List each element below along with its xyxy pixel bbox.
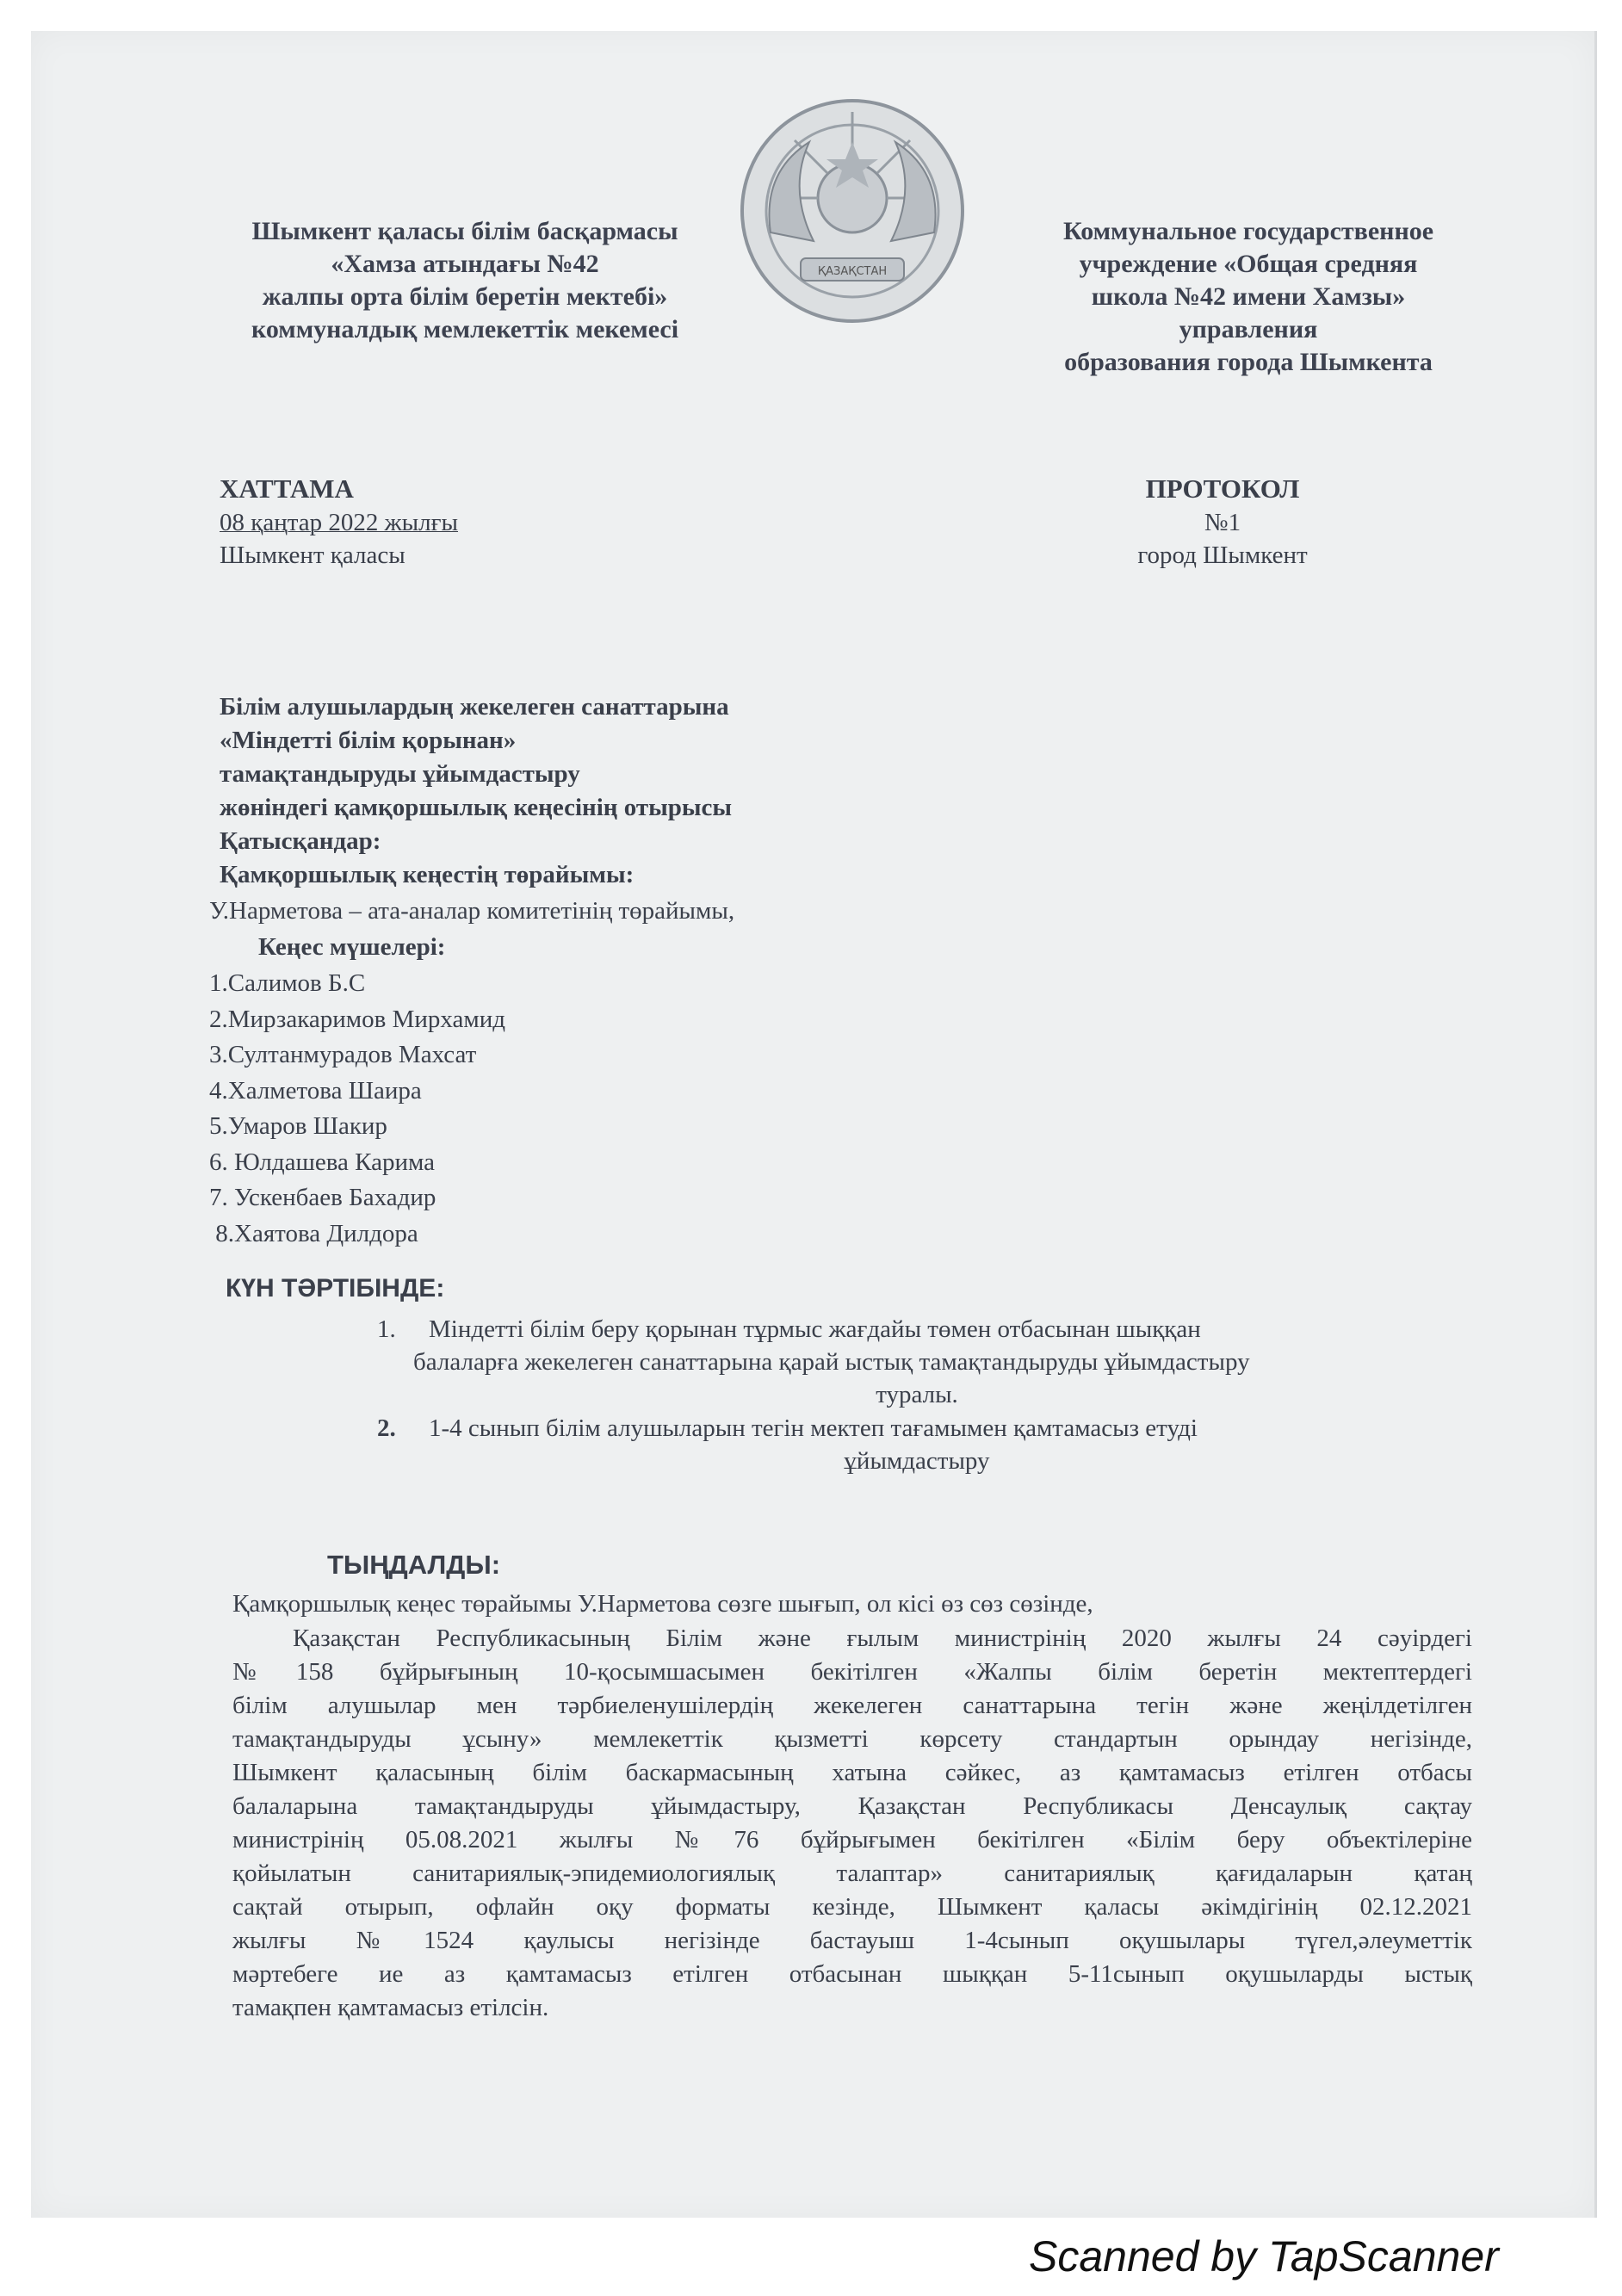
- agenda-item-2: [370, 1412, 1464, 1477]
- chair-heading: Қамқоршылық кеңестің төрайымы:: [220, 861, 635, 888]
- doc-date: 08 қаңтар 2022 жылғы: [220, 509, 459, 536]
- heard-line: Шымкент қаласының білім баскармасының хатына сәйкес, аз қамтамасыз етілген отбасы: [232, 1759, 1472, 1786]
- subject-line: тамақтандыруды ұйымдастыру: [220, 760, 580, 788]
- heard-line: Қазақстан Республикасының Білім және ғылым министрінің 2020 жылғы 24 сәуірдегі: [293, 1625, 1472, 1652]
- attendees-heading: Қатысқандар:: [220, 827, 381, 855]
- subject-line: Білім алушылардың жекелеген санаттарына: [220, 693, 729, 721]
- emblem-text: ҚАЗАҚСТАН: [817, 265, 888, 278]
- header-right-line: образования города Шымкента: [1064, 348, 1433, 376]
- member-item: 7. Ускенбаев Бахадир: [209, 1184, 436, 1211]
- header-left-line: Шымкент қаласы білім басқармасы: [251, 217, 678, 245]
- member-item: 3.Султанмурадов Махсат: [209, 1041, 477, 1068]
- subject-block: [220, 690, 1425, 892]
- heard-line: тамақпен қамтамасыз етілсін.: [232, 1994, 549, 2021]
- agenda-item-number: 1.: [377, 1315, 396, 1343]
- member-item: 2.Мирзакаримов Мирхамид: [209, 1005, 505, 1033]
- header-right-line: школа №42 имени Хамзы»: [1091, 282, 1406, 311]
- heard-heading: ТЫҢДАЛДЫ:: [327, 1550, 501, 1580]
- heard-line: білім алушылар мен тәрбиеленушілердің жекелеген санаттарына тегін және жеңілдетілген: [232, 1692, 1472, 1719]
- doc-meta-right: [1068, 472, 1377, 572]
- header-right-line: управления: [1179, 315, 1318, 343]
- doc-title-kz: ХАТТАМА: [220, 473, 354, 504]
- doc-meta-left: [220, 472, 518, 572]
- members-heading: Кеңес мүшелері:: [258, 933, 446, 961]
- agenda-item-text: 1-4 сынып білім алушыларын тегін мектеп тағамымен қамтамасыз етуді: [429, 1414, 1198, 1442]
- header-right-institution-ru: [990, 215, 1507, 379]
- scanner-watermark: Scanned by TapScanner: [1029, 2232, 1499, 2281]
- heard-line: қойылатын санитариялық-эпидемиологиялық талаптар» санитариялық қағидаларын қатаң: [232, 1860, 1472, 1887]
- member-item: 1.Салимов Б.С: [209, 969, 366, 997]
- heard-line: балаларына тамақтандыруды ұйымдастыру, Қазақстан Республикасы Денсаулық сақтау: [232, 1792, 1472, 1820]
- agenda-item-text: туралы.: [876, 1381, 958, 1408]
- heard-line: мәртебеге ие аз қамтамасыз етілген отбасынан шыққан 5-11сынып оқушыларды ыстық: [232, 1960, 1472, 1988]
- header-left-institution-kz: [172, 215, 758, 346]
- agenda-item-text: Міндетті білім беру қорынан тұрмыс жағдайы төмен отбасынан шыққан: [429, 1315, 1201, 1343]
- chair-name: У.Нарметова – ата-аналар комитетінің төрайымы,: [209, 897, 735, 925]
- agenda-item-number: 2.: [377, 1414, 396, 1442]
- subject-line: «Міндетті білім қорынан»: [220, 727, 517, 754]
- kazakhstan-state-emblem-icon: [736, 95, 969, 327]
- header-left-line: «Хамза атындағы №42: [331, 250, 599, 278]
- agenda-item-text: ұйымдастыру: [844, 1447, 990, 1475]
- member-item: 8.Хаятова Дилдора: [209, 1219, 418, 1247]
- heard-paragraph: [232, 1622, 1472, 2025]
- heard-line: сақтай отырып, офлайн оқу форматы кезінде, Шымкент қаласы әкімдігінің 02.12.2021: [232, 1893, 1472, 1921]
- agenda-heading: КҮН ТӘРТІБІНДЕ:: [226, 1274, 445, 1303]
- doc-city-kz: Шымкент қаласы: [220, 542, 406, 569]
- heard-line: министрінің 05.08.2021 жылғы №76 бұйрығымен бекітілген «Білім беру объектілеріне: [232, 1826, 1472, 1854]
- member-item: 4.Халметова Шаира: [209, 1076, 422, 1105]
- header-right-line: Коммунальное государственное: [1062, 217, 1434, 245]
- heard-intro: Қамқоршылық кеңес төрайымы У.Нарметова сөзге шығып, ол кісі өз сөз сөзінде,: [232, 1590, 1093, 1618]
- doc-city-ru: город Шымкент: [1137, 542, 1308, 569]
- doc-number: №1: [1204, 509, 1241, 536]
- subject-line: жөніндегі қамқоршылық кеңесінің отырысы: [220, 794, 733, 821]
- header-left-line: коммуналдық мемлекеттік мекемесі: [251, 315, 679, 343]
- header-right-line: учреждение «Общая средняя: [1079, 250, 1418, 278]
- heard-line: жылғы №1524 қаулысы негізінде бастауыш 1-4сынып оқушылары түгел,әлеуметтік: [232, 1927, 1472, 1954]
- agenda-item-1: [370, 1313, 1464, 1411]
- heard-line: тамақтандыруды ұсыну» мемлекеттік қызметті көрсету стандартын орындау негізінде,: [232, 1725, 1472, 1753]
- header-left-line: жалпы орта білім беретін мектебі»: [262, 282, 668, 311]
- doc-title-ru: ПРОТОКОЛ: [1145, 473, 1300, 504]
- agenda-item-text: балаларға жекелеген санаттарына қарай ыстық тамақтандыруды ұйымдастыру: [413, 1348, 1250, 1376]
- member-item: 6. Юлдашева Карима: [209, 1148, 436, 1176]
- members-list: [209, 966, 505, 1252]
- member-item: 5.Умаров Шакир: [209, 1112, 387, 1140]
- heard-line: №158 бұйрығының 10-қосымшасымен бекітілген «Жалпы білім беретін мектептердегі: [232, 1658, 1472, 1686]
